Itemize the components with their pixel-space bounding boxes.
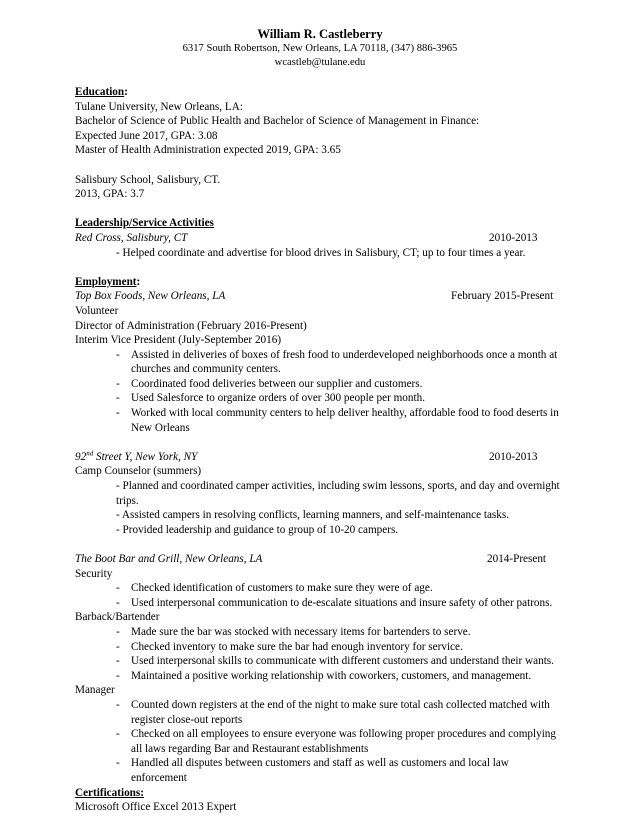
bullet-text: Checked inventory to make sure the bar had enough inventory for service.: [131, 640, 463, 653]
topbox-date: February 2015-Present: [451, 290, 554, 303]
job-role: Manager: [75, 684, 115, 697]
bullet-text: Made sure the bar was stocked with necessary items for bartenders to serve.: [131, 625, 471, 638]
bullet-dash: -: [116, 596, 120, 609]
bullet-text: Handled all disputes between customers and staff as well as customers and local law enforcement: [131, 757, 509, 784]
bullet-text: Assisted in deliveries of boxes of fresh food to underdeveloped neighborhoods once a month at churches and community centers.: [131, 348, 558, 376]
bullet-dash: -: [116, 728, 120, 741]
bullet-dash: -: [116, 407, 120, 420]
bullet-dash: -: [116, 669, 120, 682]
education-line: Master of Health Administration expected 2019, GPA: 3.65: [75, 144, 341, 157]
job-role: Camp Counselor (summers): [75, 465, 202, 478]
leadership-heading: Leadership/Service Activities: [75, 217, 214, 230]
employment-heading-colon: :: [136, 275, 141, 288]
bullet-item: [75, 698, 565, 727]
bullet-text: Worked with local community centers to help deliver healthy, affordable food to food deserts in New Orleans: [131, 407, 559, 434]
topbox-org: Top Box Foods, New Orleans, LA: [75, 290, 226, 303]
ymca-org-name: Street Y, New York, NY: [93, 450, 198, 463]
leadership-item: - Helped coordinate and advertise for blood drives in Salisbury, CT; up to four times a year.: [116, 246, 526, 259]
bullet-dash: -: [116, 655, 120, 668]
bullet-dash: -: [116, 377, 120, 390]
job-role: Barback/Bartender: [75, 611, 160, 624]
bullet-item: [75, 348, 565, 377]
ymca-item: - Assisted campers in resolving conflicts, learning manners, and self-maintenance tasks.: [116, 509, 510, 522]
bullet-item: [75, 391, 565, 406]
bullet-item: [75, 669, 565, 684]
ymca-org-suffix: nd: [86, 449, 94, 458]
job-role: Security: [75, 567, 113, 580]
bullet-item: [75, 727, 565, 756]
bullet-dash: -: [116, 698, 120, 711]
ymca-item: - Provided leadership and guidance to group of 10-20 campers.: [116, 523, 399, 536]
bullet-item: [75, 756, 565, 785]
job-role: Interim Vice President (July-September 2016): [75, 334, 282, 347]
bullet-item: [75, 654, 565, 669]
leadership-org-row: [75, 231, 565, 246]
bullet-item: [75, 581, 565, 596]
bullet-item: [75, 406, 565, 435]
bullet-item: [75, 596, 565, 611]
bootbar-date: 2014-Present: [487, 553, 547, 565]
bullet-item: [75, 625, 565, 640]
bullet-dash: -: [116, 392, 120, 405]
ymca-org: [75, 451, 197, 463]
contact-email: wcastleb@tulane.edu: [274, 57, 366, 69]
education-heading-colon: :: [124, 86, 128, 98]
bullet-dash: -: [116, 757, 120, 770]
candidate-name: William R. Castleberry: [257, 27, 383, 41]
bullet-text: Used interpersonal communication to de-escalate situations and insure safety of other patrons.: [131, 596, 553, 609]
education-line: Expected June 2017, GPA: 3.08: [75, 129, 218, 142]
job-role: Volunteer: [75, 304, 119, 317]
resume-header: [75, 26, 565, 70]
education-line: Tulane University, New Orleans, LA:: [75, 100, 243, 113]
bullet-dash: -: [116, 582, 120, 595]
education-line: 2013, GPA: 3.7: [75, 188, 145, 201]
certifications-heading: Certifications:: [75, 786, 144, 799]
certification-item: Microsoft Office Excel 2013 Expert: [75, 801, 237, 814]
bullet-text: Checked identification of customers to make sure they were of age.: [131, 582, 433, 595]
employment-heading: Employment: [75, 275, 137, 288]
contact-address: 6317 South Robertson, New Orleans, LA 70118, (347) 886-3965: [182, 43, 458, 54]
job-role: Director of Administration (February 2016-Present): [75, 319, 307, 332]
bullet-text: Counted down registers at the end of the night to make sure total cash collected matched with register close-out reports: [131, 698, 550, 726]
ymca-item: - Planned and coordinated camper activities, including swim lessons, sports, and day and overnight trips.: [116, 480, 560, 507]
bootbar-org: The Boot Bar and Grill, New Orleans, LA: [75, 553, 263, 565]
bullet-dash: -: [116, 625, 120, 638]
resume-page: [75, 26, 565, 815]
education-line: Salisbury School, Salisbury, CT.: [75, 173, 221, 186]
ymca-date: 2010-2013: [489, 450, 538, 463]
leadership-date: 2010-2013: [489, 231, 538, 244]
education-heading: Education: [75, 86, 125, 98]
bootbar-org-row: [75, 552, 565, 567]
bullet-text: Coordinated food deliveries between our supplier and customers.: [131, 377, 423, 390]
bullet-text: Used Salesforce to organize orders of over 300 people per month.: [131, 392, 425, 405]
education-line: Bachelor of Science of Public Health and Bachelor of Science of Management in Finance:: [75, 115, 480, 128]
leadership-org: Red Cross, Salisbury, CT: [75, 231, 188, 244]
bullet-text: Checked on all employees to ensure everyone was following proper procedures and complying all laws regarding Bar and Restaurant establishments: [131, 728, 556, 755]
bullet-item: [75, 640, 565, 655]
bullet-text: Maintained a positive working relationship with coworkers, customers, and management.: [131, 669, 532, 682]
ymca-org-row: [75, 450, 565, 465]
bullet-dash: -: [116, 640, 120, 653]
bullet-text: Used interpersonal skills to communicate with different customers and understand their wants.: [131, 655, 554, 668]
bullet-item: [75, 377, 565, 392]
employment-heading-line: [75, 275, 565, 290]
bullet-dash: -: [116, 348, 120, 361]
topbox-org-row: [75, 289, 565, 304]
education-heading-line: [75, 85, 565, 100]
ymca-org-number: 92: [75, 450, 87, 463]
